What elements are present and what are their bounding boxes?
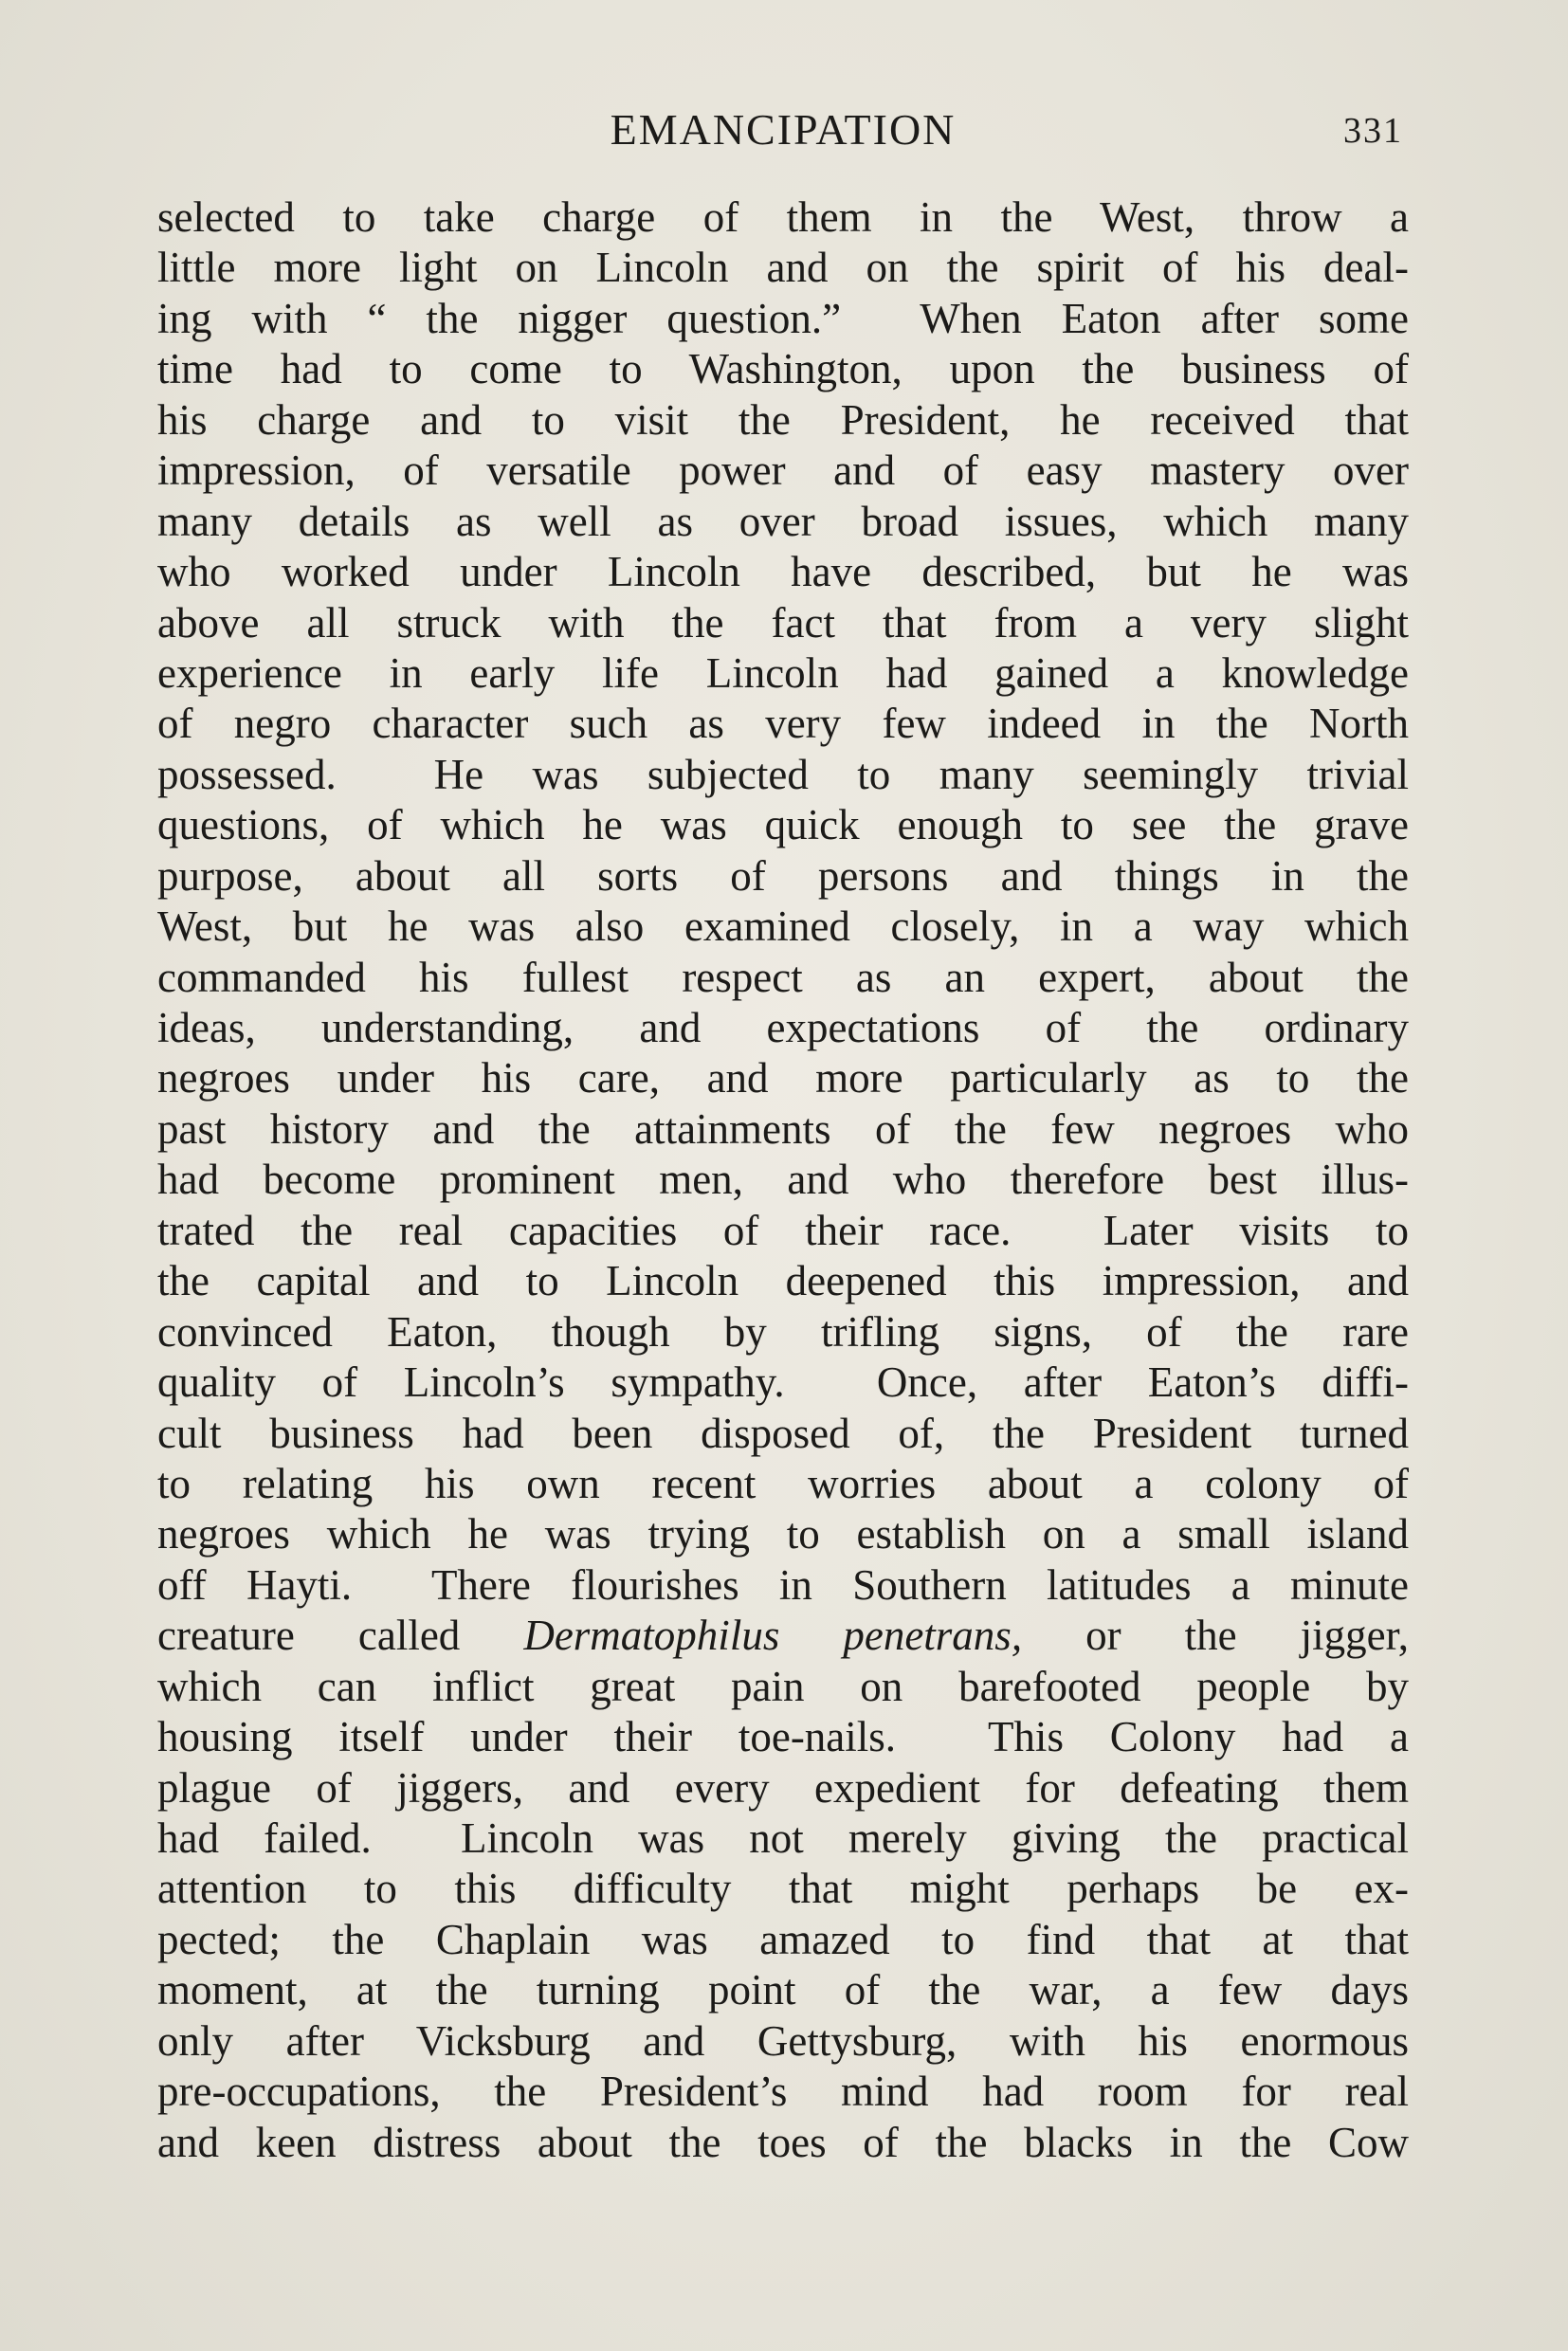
line-text: trated the real capacities of their race. Later visits to	[157, 1206, 1409, 1254]
line-text: many details as well as over broad issues, which many	[157, 497, 1409, 545]
line-text: had failed. Lincoln was not merely giving the practical	[157, 1814, 1409, 1862]
line-text: pected; the Chaplain was amazed to find that at that	[157, 1915, 1409, 1963]
text-line	[157, 243, 1409, 293]
text-line	[157, 953, 1409, 1003]
text-line	[157, 497, 1409, 547]
line-text: time had to come to Washington, upon the business of	[157, 345, 1409, 393]
text-line	[157, 1155, 1409, 1205]
line-text: or the jigger,	[1022, 1612, 1409, 1660]
line-text: impression, of versatile power and of easy mastery over	[157, 447, 1409, 495]
line-text: moment, at the turning point of the war, a few days	[157, 1966, 1409, 2014]
line-text: ing with “ the nigger question.” When Eaton after some	[157, 294, 1409, 342]
text-line	[157, 2016, 1409, 2067]
text-line	[157, 1560, 1409, 1611]
text-line	[157, 1864, 1409, 1914]
text-line	[157, 1712, 1409, 1762]
text-line	[157, 750, 1409, 800]
line-text: off Hayti. There flourishes in Southern latitudes a minute	[157, 1560, 1409, 1609]
line-text: the capital and to Lincoln deepened this impression, and	[157, 1257, 1409, 1305]
line-text: who worked under Lincoln have described, but he was	[157, 548, 1409, 596]
line-text: ideas, understanding, and expectations of the ordinary	[157, 1004, 1409, 1051]
line-text: selected to take charge of them in the West, throw a	[157, 193, 1409, 241]
text-line	[157, 395, 1409, 446]
text-line	[157, 446, 1409, 496]
text-line	[157, 1307, 1409, 1358]
line-text: negroes which he was trying to establish on a small island	[157, 1510, 1409, 1558]
text-line	[157, 294, 1409, 344]
italic-text: Dermatophilus penetrans,	[523, 1612, 1023, 1660]
line-text: purpose, about all sorts of persons and things in the	[157, 851, 1409, 900]
line-text: negroes under his care, and more particularly as to the	[157, 1054, 1409, 1103]
text-line	[157, 192, 1409, 243]
line-text: creature called	[157, 1612, 524, 1660]
text-line	[157, 800, 1409, 850]
text-line	[157, 1206, 1409, 1256]
text-line	[157, 699, 1409, 749]
line-text: attention to this difficulty that might perhaps be ex-	[157, 1865, 1409, 1913]
text-line	[157, 648, 1409, 699]
text-line	[157, 1611, 1409, 1661]
text-line	[157, 1358, 1409, 1408]
text-line	[157, 547, 1409, 597]
text-line	[157, 1509, 1409, 1559]
running-title: EMANCIPATION	[610, 105, 957, 154]
line-text: little more light on Lincoln and on the spirit of his deal-	[157, 244, 1409, 292]
line-text: quality of Lincoln’s sympathy. Once, after Eaton’s diffi-	[157, 1358, 1409, 1407]
line-text: experience in early life Lincoln had gained a knowledge	[157, 648, 1409, 697]
text-line	[157, 2118, 1409, 2168]
line-text: commanded his fullest respect as an expert, about the	[157, 953, 1409, 1001]
text-line	[157, 344, 1409, 394]
text-line	[157, 1763, 1409, 1813]
line-text: plague of jiggers, and every expedient for defeating them	[157, 1763, 1409, 1812]
line-text: to relating his own recent worries about a colony of	[157, 1459, 1409, 1507]
line-text: questions, of which he was quick enough to see the grave	[157, 801, 1409, 849]
text-line	[157, 1662, 1409, 1712]
line-text: possessed. He was subjected to many seemingly trivial	[157, 750, 1409, 798]
text-line	[157, 1256, 1409, 1306]
line-text: cult business had been disposed of, the President turned	[157, 1409, 1409, 1457]
line-text: his charge and to visit the President, he received that	[157, 395, 1409, 444]
line-text: only after Vicksburg and Gettysburg, with his enormous	[157, 2016, 1409, 2065]
text-line	[157, 1965, 1409, 2015]
text-line	[157, 851, 1409, 902]
line-text: housing itself under their toe-nails. This Colony had a	[157, 1713, 1409, 1761]
text-line	[157, 1003, 1409, 1053]
text-line	[157, 902, 1409, 952]
text-line	[157, 1459, 1409, 1509]
body-text	[157, 192, 1409, 2168]
line-text: of negro character such as very few indeed in the North	[157, 700, 1409, 748]
line-text: convinced Eaton, though by trifling signs, of the rare	[157, 1307, 1409, 1356]
line-text: and keen distress about the toes of the blacks in the Cow	[157, 2118, 1409, 2166]
text-line	[157, 1409, 1409, 1459]
line-text: had become prominent men, and who therefore best illus-	[157, 1156, 1409, 1204]
line-text: past history and the attainments of the few negroes who	[157, 1104, 1409, 1153]
text-line	[157, 1813, 1409, 1864]
text-line	[157, 1915, 1409, 1965]
line-text: which can inflict great pain on barefooted people by	[157, 1662, 1409, 1710]
text-line	[157, 1053, 1409, 1103]
text-line	[157, 598, 1409, 648]
line-text: above all struck with the fact that from a very slight	[157, 598, 1409, 647]
text-line	[157, 1104, 1409, 1155]
page-header	[157, 104, 1409, 161]
text-line	[157, 2067, 1409, 2117]
page-number: 331	[1343, 111, 1403, 151]
line-text: West, but he was also examined closely, in a way which	[157, 902, 1409, 951]
line-text: pre-occupations, the President’s mind had room for real	[157, 2068, 1409, 2116]
